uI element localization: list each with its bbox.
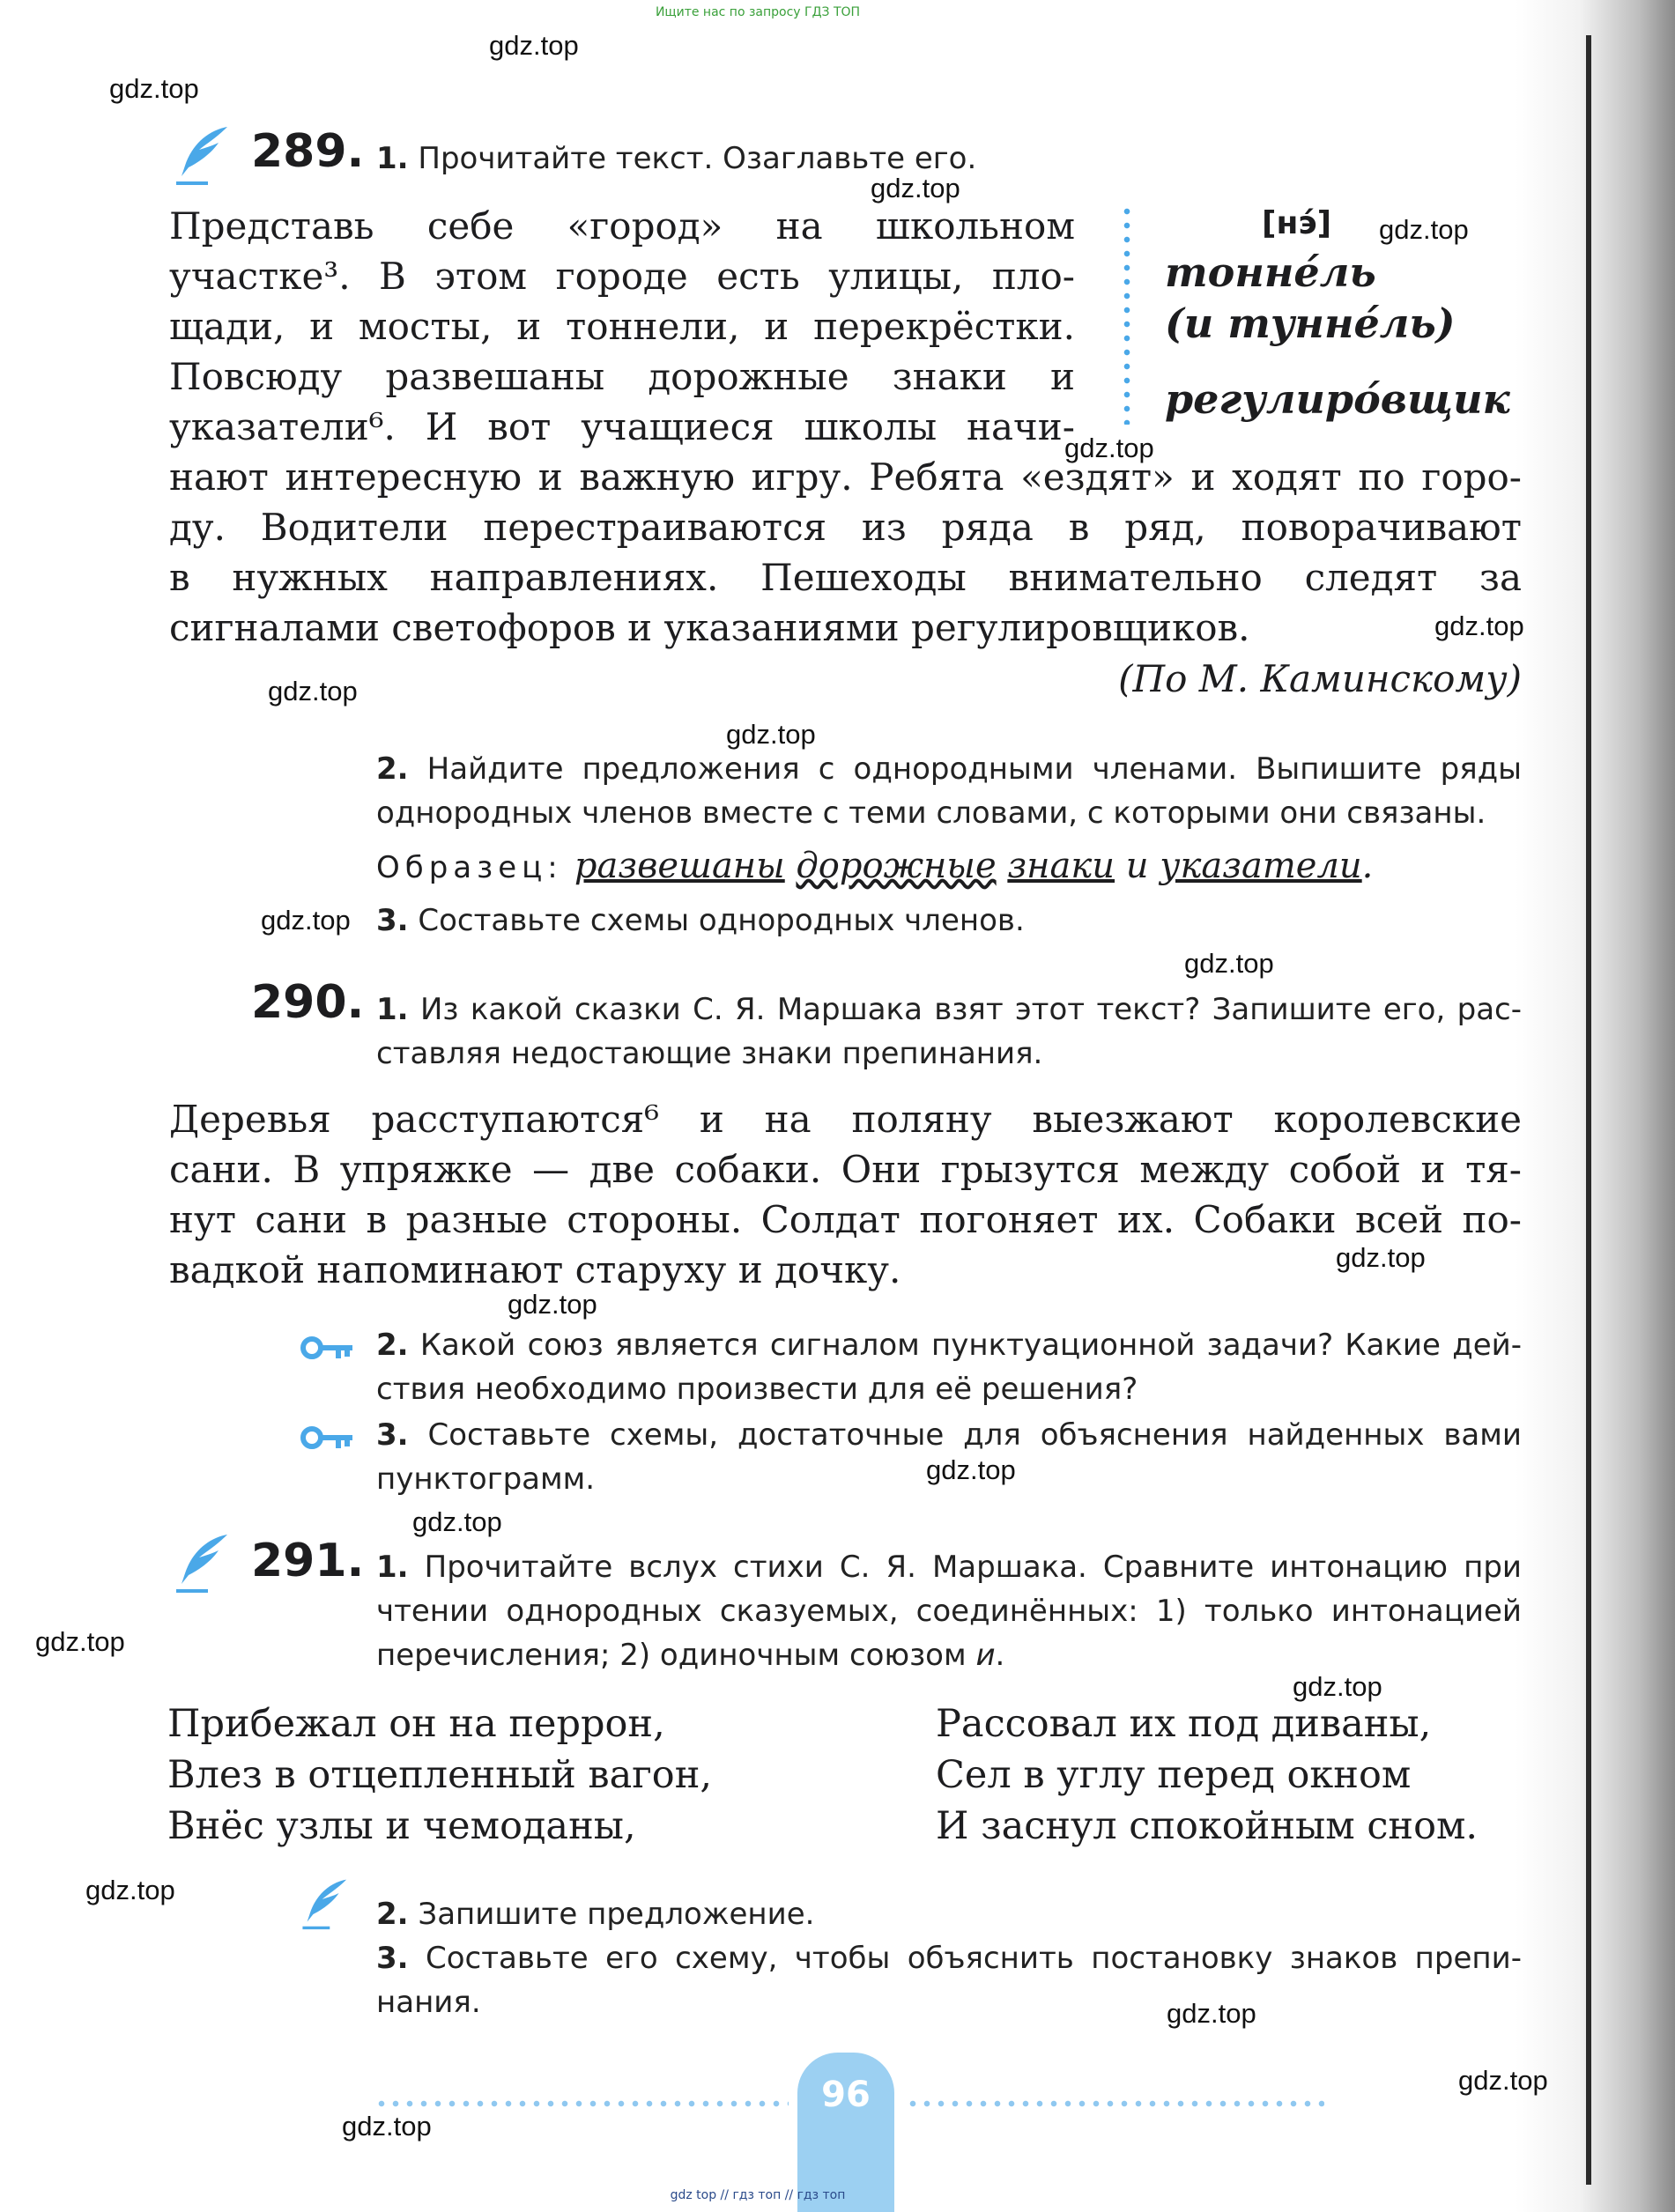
text-line: нут сани в разные стороны. Солдат погоняет их. Собаки всей по- [169, 1198, 1522, 1241]
task-italic: и [975, 1638, 996, 1673]
sample-text [574, 846, 1374, 886]
watermark: gdz.top [871, 173, 960, 203]
text-line: сигналами светофоров и указаниями регулировщиков. [169, 606, 1250, 649]
task-line [376, 1892, 814, 1936]
task-text: Запишите предложение. [418, 1897, 815, 1932]
text-line: вадкой напоминают старуху и дочку. [169, 1248, 901, 1291]
task-line [376, 1545, 1522, 1589]
task-text: перечисления; 2) одиночным союзом [376, 1638, 976, 1673]
watermark: gdz.top [1336, 1242, 1426, 1273]
text-line: Повсюду развешаны дорожные знаки и [169, 355, 1075, 398]
task-text: Из какой сказки С. Я. Маршака взят этот текст? Запишите его, рас- [419, 992, 1522, 1027]
text-line: в нужных направлениях. Пешеходы внимательно следят за [169, 556, 1522, 599]
task-line: однородных членов вместе с теми словами, с которыми они связаны. [376, 795, 1486, 831]
author-credit: (По М. Каминскому) [1118, 657, 1522, 700]
task-line [376, 1323, 1522, 1367]
task-line: ставляя недостающие знаки препинания. [376, 1036, 1043, 1071]
task-line [376, 1936, 1522, 1980]
sample-word: дорожные [796, 846, 997, 886]
task-text: Составьте схемы однородных членов. [418, 903, 1025, 938]
task-number: 1. [376, 1550, 409, 1585]
exercise-number: 289. [251, 125, 365, 178]
text-line: ду. Водители перестраиваются из ряда в ряд, поворачивают [169, 506, 1522, 549]
poem-line: Влез в отцепленный вагон, [167, 1753, 713, 1797]
quill-pen-icon [173, 123, 234, 187]
task-text: Найдите предложения с однородными членами. Выпишите ряды [426, 751, 1523, 787]
task-line: нания. [376, 1985, 481, 2020]
page-rule-right [906, 2100, 1324, 2107]
text-line: нают интересную и важную игру. Ребята «ездят» и ходят по горо- [169, 455, 1522, 499]
sample-word: знаки [1007, 846, 1115, 886]
task-line [376, 137, 976, 181]
task-text: Составьте схемы, достаточные для объяснения найденных вами [427, 1417, 1522, 1453]
watermark: gdz.top [1434, 610, 1524, 641]
page-number: 96 [821, 2075, 871, 2115]
text-line: щади, и мосты, и тоннели, и перекрёстки. [169, 305, 1075, 348]
sample-word: . [1361, 846, 1374, 886]
task-number: 2. [376, 1897, 409, 1932]
watermark: gdz.top [268, 676, 358, 707]
task-block [376, 1545, 1522, 1677]
poem-left-column [167, 1698, 712, 1852]
poem-line: Внёс узлы и чемоданы, [167, 1804, 636, 1848]
task-line [376, 747, 1522, 791]
text-line: Деревья расступаются⁶ и на поляну выезжают королевские [169, 1098, 1522, 1141]
key-icon [300, 1332, 356, 1364]
quill-pen-icon [300, 1876, 352, 1931]
task-number: 1. [376, 141, 409, 176]
vocab-word: тонне́ль [1165, 248, 1376, 296]
task-line: ствия необходимо произвести для её решения? [376, 1372, 1138, 1407]
text-block [169, 201, 1075, 452]
task-text: Составьте его схему, чтобы объяснить постановку знаков препи- [426, 1941, 1522, 1976]
watermark: gdz.top [926, 1454, 1016, 1485]
pronunciation: [нэ́] [1262, 205, 1332, 241]
watermark: gdz.top [1167, 1998, 1256, 2029]
watermark: gdz.top [1458, 2065, 1548, 2096]
key-icon [300, 1422, 356, 1454]
sample-word: указатели [1160, 846, 1362, 886]
task-line [376, 1413, 1522, 1457]
top-banner: Ищите нас по запросу ГДЗ ТОП [655, 5, 861, 19]
task-block [376, 1413, 1522, 1501]
task-number: 2. [376, 1328, 409, 1363]
watermark: gdz.top [261, 905, 351, 936]
task-block [376, 988, 1522, 1076]
task-line [376, 988, 1522, 1032]
task-line: чтении однородных сказуемых, соединённых: 1) только интонацией [376, 1594, 1522, 1629]
watermark: gdz.top [412, 1506, 502, 1537]
task-number: 1. [376, 992, 409, 1027]
task-number: 3. [376, 1941, 409, 1976]
watermark: gdz.top [109, 73, 199, 104]
task-number: 3. [376, 1417, 409, 1453]
watermark: gdz.top [1293, 1671, 1382, 1702]
watermark: gdz.top [35, 1626, 125, 1657]
task-line [376, 1633, 1522, 1677]
watermark: gdz.top [489, 30, 579, 61]
task-text: Прочитайте текст. Озаглавьте его. [418, 141, 977, 176]
task-line: пунктограмм. [376, 1461, 596, 1497]
exercise-number: 290. [251, 976, 365, 1029]
task-text: . [995, 1638, 1005, 1673]
poem-line: Прибежал он на перрон, [167, 1702, 665, 1746]
poem-line: И заснул спокойным сном. [936, 1804, 1479, 1848]
sample-line [376, 846, 1373, 886]
sample-word: и [1125, 846, 1149, 886]
page-edge-shadow [1516, 0, 1675, 2212]
exercise-number: 291. [251, 1535, 365, 1587]
watermark: gdz.top [1379, 214, 1469, 245]
text-block [169, 1094, 1522, 1295]
text-line: указатели⁶. И вот учащиеся школы начи- [169, 405, 1075, 448]
sample-word: развешаны [574, 846, 785, 886]
page-binding-line [1586, 35, 1591, 2185]
task-number: 3. [376, 903, 409, 938]
watermark: gdz.top [342, 2111, 432, 2142]
task-number: 2. [376, 751, 409, 787]
watermark: gdz.top [1064, 433, 1154, 463]
task-text: Прочитайте вслух стихи С. Я. Маршака. Сравните интонацию при [424, 1550, 1523, 1585]
footer-text: gdz top // гдз топ // гдз топ [670, 2188, 846, 2202]
text-line: Представь себе «город» на школьном [169, 204, 1075, 248]
watermark: gdz.top [1184, 948, 1274, 979]
sample-label: Образец: [376, 850, 563, 885]
quill-pen-icon [173, 1531, 234, 1594]
page-rule-left [374, 2100, 789, 2107]
text-line: участке³. В этом городе есть улицы, пло- [169, 255, 1075, 298]
watermark: gdz.top [508, 1289, 597, 1320]
vocab-word: (и тунне́ль) [1165, 300, 1456, 347]
task-line [376, 899, 1025, 943]
task-block [376, 747, 1522, 835]
task-text: Какой союз является сигналом пунктуационной задачи? Какие дей- [419, 1328, 1522, 1363]
poem-right-column [936, 1698, 1478, 1852]
text-line: сани. В упряжке — две собаки. Они грызутся между собой и тя- [169, 1148, 1522, 1191]
vocab-divider [1123, 204, 1130, 425]
vocabulary-box [1165, 201, 1517, 425]
text-block [169, 452, 1522, 653]
watermark: gdz.top [85, 1875, 175, 1905]
poem-line: Рассовал их под диваны, [936, 1702, 1432, 1746]
task-block [376, 1323, 1522, 1411]
poem-line: Сел в углу перед окном [936, 1753, 1412, 1797]
watermark: gdz.top [726, 719, 816, 750]
task-block [376, 1936, 1522, 2024]
vocab-word: регулиро́вщик [1165, 375, 1510, 423]
